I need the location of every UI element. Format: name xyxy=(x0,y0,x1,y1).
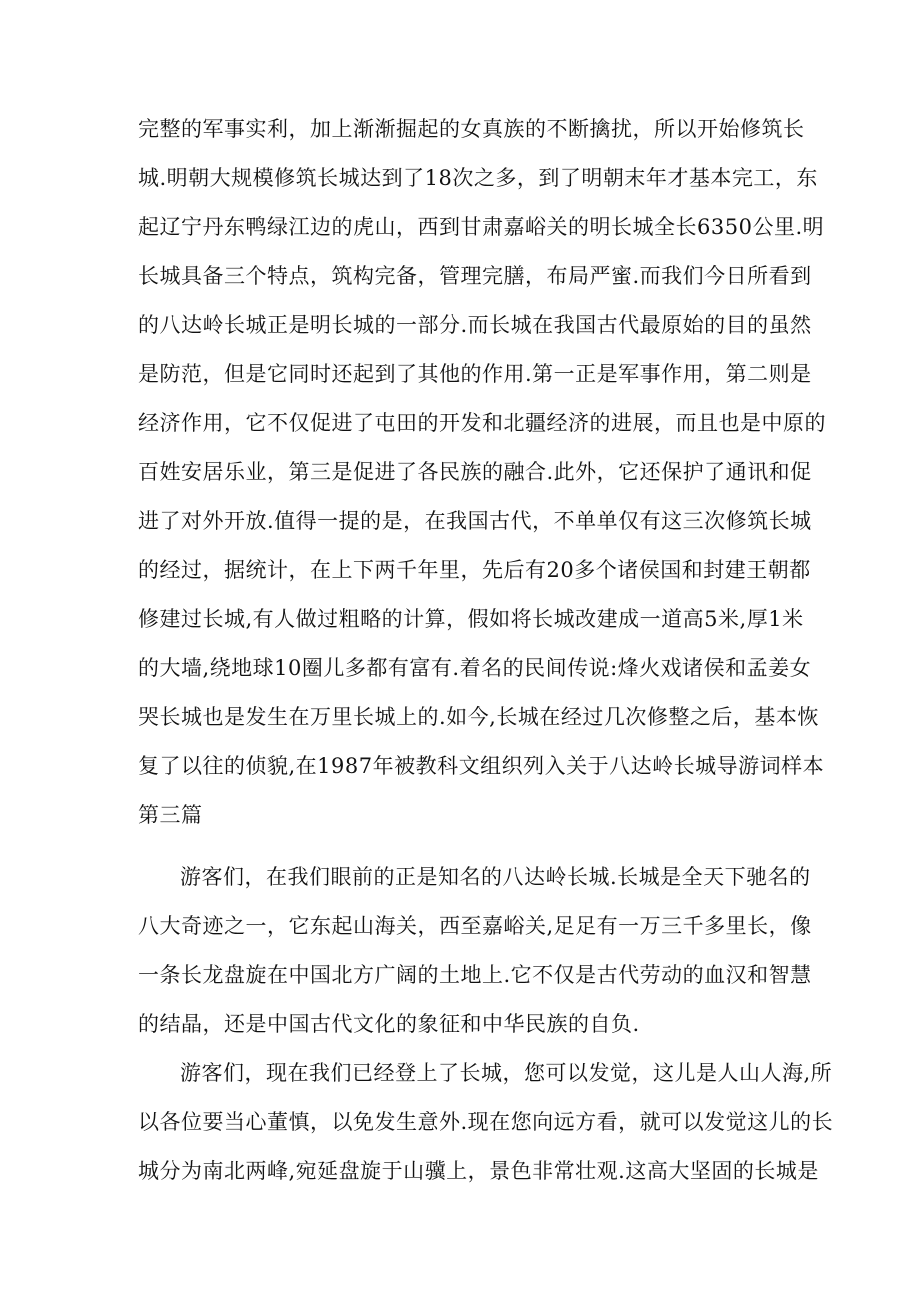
text-line: 是防范，但是它同时还起到了其他的作用.第一正是军事作用，第二则是 xyxy=(138,362,812,386)
text-line: 长城具备三个特点，筑构完备，管理完膳，布局严蜜.而我们今日所看到 xyxy=(138,264,812,288)
text-line: 修建过长城,有人做过粗略的计算，假如将长城改建成一道高5米,厚1米 xyxy=(138,607,804,631)
text-line: 进了对外开放.值得一提的是，在我国古代，不单单仅有这三次修筑长城 xyxy=(138,509,812,533)
text-line: 城.明朝大规模修筑长城达到了18次之多，到了明朝末年才基本完工，东 xyxy=(138,166,818,190)
text-line: 八大奇迹之一，它东起山海关，西至嘉峪关,足足有一万三千多里长，像 xyxy=(138,914,812,938)
text-line: 的八达岭长城正是明长城的一部分.而长城在我国古代最原始的目的虽然 xyxy=(138,313,812,337)
text-line: 以各位要当心董慎，以免发生意外.现在您向远方看，就可以发觉这儿的长 xyxy=(138,1110,834,1134)
text-line: 哭长城也是发生在万里长城上的.如今,长城在经过几次修整之后，基本恢 xyxy=(138,705,819,729)
text-line: 城分为南北两峰,宛延盘旋于山骥上，景色非常壮观.这高大坚固的长城是 xyxy=(138,1159,819,1183)
text-line: 完整的军事实利，加上渐渐掘起的女真族的不断擒扰，所以开始修筑长 xyxy=(138,117,805,141)
text-line: 游客们，现在我们已经登上了长城，您可以发觉，这儿是人山人海,所 xyxy=(180,1061,833,1085)
text-line: 一条长龙盘旋在中国北方广阔的土地上.它不仅是古代劳动的血汉和智慧 xyxy=(138,963,812,987)
text-line: 经济作用，它不仅促进了屯田的开发和北疆经济的进展，而且也是中原的 xyxy=(138,411,826,435)
text-line: 百姓安居乐业，第三是促进了各民族的融合.此外，它还保护了通讯和促 xyxy=(138,460,812,484)
text-line: 的经过，据统计，在上下两千年里，先后有20多个诸侯国和封建王朝都 xyxy=(138,558,811,582)
text-line: 游客们，在我们眼前的正是知名的八达岭长城.长城是全天下驰名的 xyxy=(180,865,811,889)
section-heading: 第三篇 xyxy=(138,803,203,827)
text-line: 的结晶，还是中国古代文化的象征和中华民族的自负. xyxy=(138,1012,640,1036)
text-line: 的大墙,绕地球10圈儿多都有富有.着名的民间传说:烽火戏诸侯和孟姜女 xyxy=(138,656,812,680)
text-line: 起辽宁丹东鸭绿江边的虎山，西到甘肃嘉峪关的明长城全长6350公里.明 xyxy=(138,215,825,239)
text-line: 复了以往的侦貌,在1987年被教科文组织列入关于八达岭长城导游词样本 xyxy=(138,754,825,778)
